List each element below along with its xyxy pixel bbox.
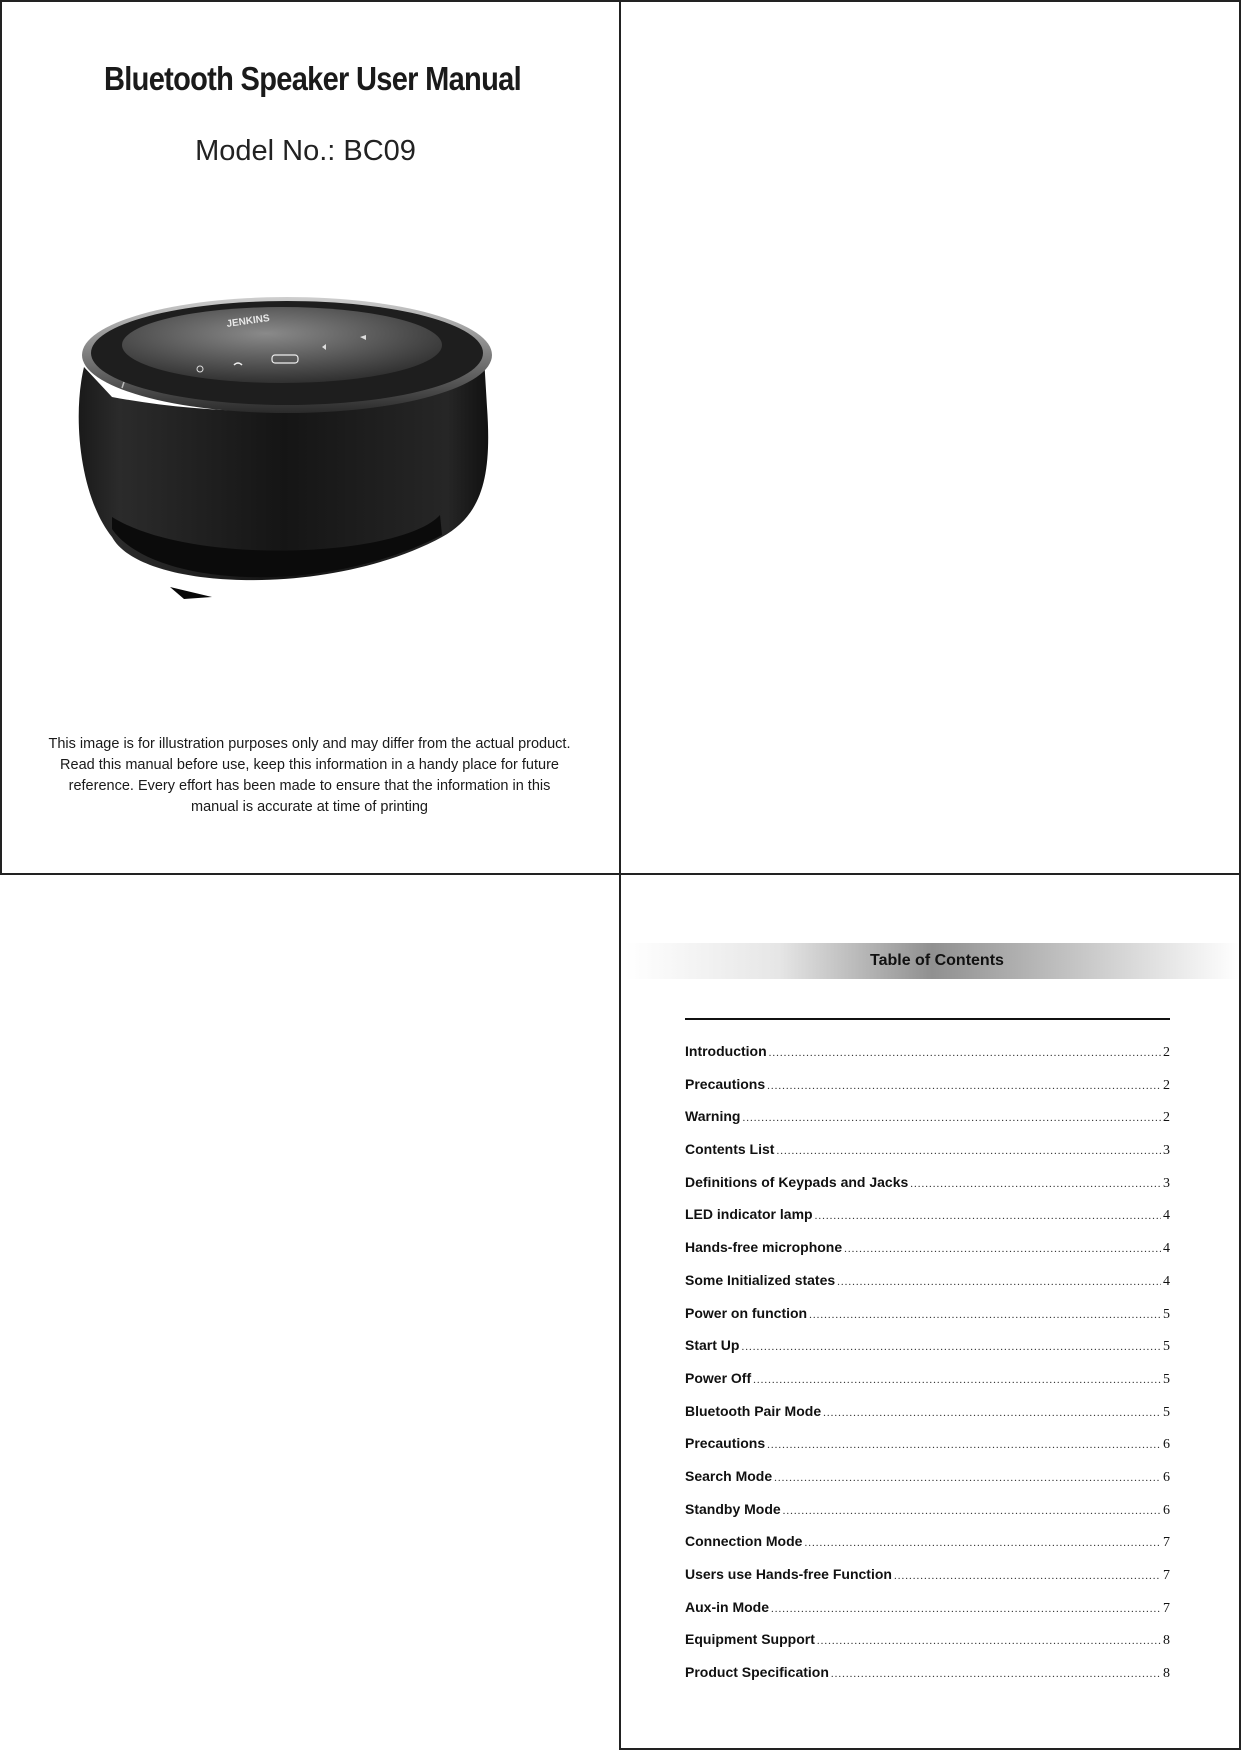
disclaimer-line: reference. Every effort has been made to ensure that the information in this [68,778,551,794]
disclaimer-text [32,734,587,818]
toc-entry-page: 4 [1163,1273,1170,1289]
toc-entry-label: Users use Hands-free Function [685,1566,892,1582]
toc-entry-page: 7 [1163,1568,1170,1583]
toc-entry[interactable] [685,1239,1170,1272]
toc-entry-page: 4 [1163,1208,1170,1224]
toc-entry-page: 3 [1163,1143,1170,1159]
toc-entry-label: Search Mode [685,1467,773,1484]
toc-entry-page: 5 [1163,1339,1170,1355]
toc-entry-page: 6 [1163,1469,1170,1485]
toc-entry[interactable] [685,1435,1170,1468]
toc-banner [625,943,1239,979]
toc-entry-page: 5 [1163,1371,1170,1387]
toc-leader-dots [767,1439,1161,1451]
toc-entry-label: Product Specification [685,1664,829,1681]
blank-page-top-right [619,0,1241,875]
toc-entry-label: Bluetooth Pair Mode [685,1402,822,1419]
speaker-product-image [72,297,552,607]
toc-leader-dots [844,1243,1161,1255]
manual-title: Bluetooth Speaker User Manual [104,60,521,97]
toc-leader-dots [783,1505,1161,1517]
toc-leader-dots [837,1276,1161,1288]
toc-leader-dots [804,1537,1161,1549]
toc-entry-page: 2 [1163,1077,1170,1093]
toc-entry-label: Precautions [685,1435,766,1452]
toc-leader-dots [767,1080,1161,1092]
toc-entry[interactable] [685,1501,1170,1534]
toc-entry[interactable] [685,1533,1170,1566]
toc-entry-page: 6 [1163,1437,1170,1453]
toc-entry-label: Connection Mode [685,1533,803,1550]
toc-entry-label: Some Initialized states [685,1271,836,1288]
speaker-illustration [72,297,552,607]
toc-entry-page: 7 [1163,1600,1170,1616]
toc-entry-page: 2 [1163,1110,1170,1126]
toc-heading: Table of Contents [870,952,1004,969]
toc-entry[interactable] [685,1599,1170,1632]
toc-leader-dots [823,1407,1161,1419]
toc-entry[interactable] [685,1206,1170,1239]
cover-page [0,0,621,875]
toc-entry[interactable] [685,1631,1170,1664]
toc-entry-label: Hands-free microphone [685,1239,843,1256]
toc-leader-dots [815,1210,1161,1222]
toc-entry-page: 8 [1163,1633,1170,1649]
toc-entry-page: 6 [1163,1502,1170,1518]
disclaimer-line: manual is accurate at time of printing [191,799,428,815]
toc-leader-dots [753,1374,1161,1386]
toc-leader-dots [809,1309,1161,1321]
toc-entry[interactable] [685,1337,1170,1370]
toc-entry[interactable] [685,1272,1170,1305]
toc-leader-dots [741,1341,1161,1353]
toc-entry[interactable] [685,1141,1170,1174]
blank-page-bottom-left [0,873,621,1754]
toc-leader-dots [831,1668,1161,1680]
toc-entry[interactable] [685,1566,1170,1599]
toc-entry-label: Definitions of Keypads and Jacks [685,1173,909,1190]
toc-entry-label: Warning [685,1108,741,1125]
toc-entry-page: 4 [1163,1241,1170,1257]
toc-leader-dots [774,1472,1161,1484]
toc-leader-dots [742,1112,1161,1124]
toc-leader-dots [771,1603,1161,1615]
model-number: Model No.: BC09 [195,135,416,167]
toc-entry-label: Introduction [685,1043,767,1059]
toc-leader-dots [910,1178,1161,1190]
toc-entry-label: Start Up [685,1337,740,1354]
toc-leader-dots [769,1047,1161,1059]
toc-entry-page: 5 [1163,1404,1170,1420]
toc-entry-label: Precautions [685,1075,766,1092]
toc-entry-label: LED indicator lamp [685,1206,813,1223]
toc-entry[interactable] [685,1076,1170,1109]
toc-entry-label: Contents List [685,1141,775,1158]
toc-leader-dots [776,1145,1161,1157]
toc-entry-label: Standby Mode [685,1500,781,1517]
toc-entry-label: Aux-in Mode [685,1598,769,1615]
disclaimer-line: Read this manual before use, keep this information in a handy place for future [60,757,559,773]
toc-entry-page: 5 [1163,1306,1170,1322]
toc-entry[interactable] [685,1403,1170,1436]
toc-entry-page: 3 [1163,1175,1170,1191]
speaker-brand-logo: JENKINS [225,313,271,330]
toc-entry[interactable] [685,1174,1170,1207]
toc-entry[interactable] [685,1664,1170,1697]
toc-entry-label: Power Off [685,1369,752,1386]
disclaimer-line: This image is for illustration purposes only and may differ from the actual product. [48,736,571,752]
toc-list [685,1043,1170,1697]
toc-entry-page: 8 [1163,1666,1170,1682]
toc-entry-label: Equipment Support [685,1631,815,1648]
toc-entry[interactable] [685,1108,1170,1141]
toc-entry[interactable] [685,1305,1170,1338]
toc-divider [685,1018,1170,1020]
toc-entry-page: 7 [1163,1535,1170,1551]
toc-page [619,873,1241,1750]
toc-leader-dots [817,1635,1161,1647]
toc-leader-dots [894,1570,1161,1582]
toc-entry[interactable] [685,1043,1170,1076]
toc-entry-page: 2 [1163,1045,1170,1060]
toc-entry-label: Power on function [685,1304,808,1321]
toc-entry[interactable] [685,1370,1170,1403]
toc-entry[interactable] [685,1468,1170,1501]
